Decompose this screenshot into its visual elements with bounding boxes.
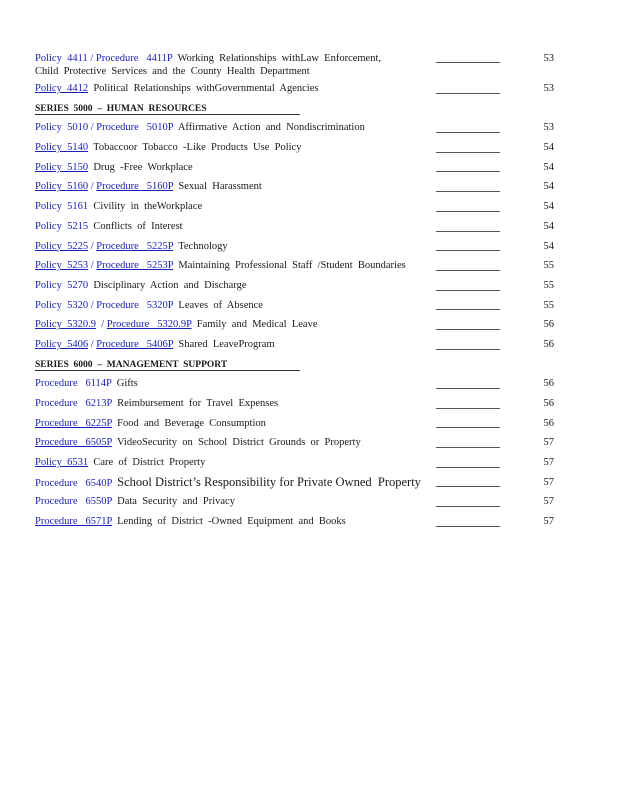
toc-entry-text xyxy=(35,315,516,335)
toc-entry-text xyxy=(35,374,516,394)
entry-title: Sexual Harassment xyxy=(178,181,262,193)
toc-entry xyxy=(35,197,560,217)
policy-link[interactable]: Policy 6531 xyxy=(35,457,89,469)
entry-title: Care of District Property xyxy=(93,457,206,469)
series-underline xyxy=(35,114,300,115)
procedure-link[interactable]: Procedure 4411P xyxy=(95,53,173,64)
toc-entry-text xyxy=(35,473,516,494)
toc-entry-text xyxy=(35,492,516,512)
toc-entry xyxy=(35,414,560,434)
toc-entry xyxy=(35,492,560,512)
page-number: 56 xyxy=(543,319,554,331)
link-separator: / xyxy=(88,260,97,272)
leader-line xyxy=(436,349,500,350)
toc-entry-text xyxy=(35,237,516,257)
toc-entry-text xyxy=(35,433,516,453)
leader-line xyxy=(436,447,500,448)
page-number: 54 xyxy=(543,220,554,232)
policy-link[interactable]: Procedure 6505P xyxy=(35,437,112,449)
policy-link[interactable]: Procedure 6213P xyxy=(35,398,112,409)
entry-title: Technology xyxy=(178,240,228,252)
toc-entry-text xyxy=(35,118,516,138)
leader-line xyxy=(436,62,500,63)
leader-line xyxy=(436,486,500,487)
leader-line xyxy=(436,506,500,507)
page-number: 57 xyxy=(543,496,554,508)
entry-title: Family and Medical Leave xyxy=(196,319,318,331)
page-number: 55 xyxy=(543,279,554,291)
series-heading-label: SERIES 5000 – HUMAN RESOURCES xyxy=(35,103,207,114)
procedure-link[interactable]: Procedure 5320.9P xyxy=(106,319,192,331)
entry-title: Gifts xyxy=(116,378,138,390)
series-heading xyxy=(35,355,560,375)
procedure-link[interactable]: Procedure 5253P xyxy=(96,260,174,272)
toc-entry-text xyxy=(35,512,516,532)
toc-entry xyxy=(35,296,560,316)
toc-entry xyxy=(35,49,560,79)
leader-line xyxy=(436,290,500,291)
policy-link[interactable]: Policy 5253 xyxy=(35,260,89,272)
leader-line xyxy=(436,270,500,271)
toc-entry xyxy=(35,217,560,237)
page-number: 56 xyxy=(543,398,554,409)
toc-entry xyxy=(35,374,560,394)
series-heading-label: SERIES 6000 – MANAGEMENT SUPPORT xyxy=(35,359,228,370)
leader-line xyxy=(436,132,500,133)
toc-entry xyxy=(35,177,560,197)
page-number: 53 xyxy=(543,83,554,94)
toc-entry-text xyxy=(35,414,516,434)
policy-link[interactable]: Policy 5140 xyxy=(35,142,89,154)
page-number: 57 xyxy=(543,516,554,528)
leader-line xyxy=(436,191,500,192)
leader-line xyxy=(436,231,500,232)
policy-link[interactable]: Procedure 6540P xyxy=(35,477,112,489)
policy-link[interactable]: Procedure 6550P xyxy=(35,496,112,508)
policy-link[interactable]: Policy 5270 xyxy=(35,279,89,291)
policy-link[interactable]: Policy 5215 xyxy=(35,220,89,232)
policy-link[interactable]: Procedure 6225P xyxy=(35,417,112,429)
page-number: 54 xyxy=(543,161,554,173)
toc-entry-text xyxy=(35,79,516,99)
entry-title: Food and Beverage Consumption xyxy=(117,417,266,429)
toc-entry-text xyxy=(35,158,516,178)
entry-title: Drug -Free Workplace xyxy=(93,161,193,173)
page-number: 54 xyxy=(543,181,554,193)
leader-line xyxy=(436,467,500,468)
link-separator: / xyxy=(88,240,97,252)
leader-line xyxy=(436,171,500,172)
series-heading xyxy=(35,99,560,119)
toc-entry xyxy=(35,394,560,414)
entry-title: VideoSecurity on School District Grounds or Property xyxy=(116,437,361,449)
page-number: 56 xyxy=(543,417,554,429)
toc-entry xyxy=(35,433,560,453)
entry-title: Disciplinary Action and Discharge xyxy=(93,279,247,291)
policy-link[interactable]: Policy 5161 xyxy=(35,201,89,213)
series-underline xyxy=(35,370,300,371)
leader-line xyxy=(436,250,500,251)
entry-title: Leaves of Absence xyxy=(178,299,263,311)
policy-link[interactable]: Policy 4412 xyxy=(35,83,89,94)
toc-entry xyxy=(35,276,560,296)
policy-link[interactable]: Procedure 6114P xyxy=(35,378,112,390)
toc-entry-text xyxy=(35,177,516,197)
toc-entry xyxy=(35,512,560,532)
toc-entry xyxy=(35,315,560,335)
toc-entry-text xyxy=(35,138,516,158)
policy-link[interactable]: Policy 5150 xyxy=(35,161,89,173)
link-separator: / xyxy=(88,338,97,350)
toc-entry-text xyxy=(35,453,516,473)
procedure-link[interactable]: Procedure 5010P xyxy=(96,122,174,134)
link-separator: / xyxy=(87,53,96,64)
toc-entry-text xyxy=(35,276,516,296)
policy-link[interactable]: Policy 5160 xyxy=(35,181,89,193)
policy-link[interactable]: Policy 5320 xyxy=(35,299,89,311)
policy-link[interactable]: Policy 5406 xyxy=(35,338,89,350)
page-number: 57 xyxy=(543,476,554,488)
entry-title: Reimbursement for Travel Expenses xyxy=(117,398,279,409)
policy-link[interactable]: Policy 5010 xyxy=(35,122,89,134)
entry-title: Maintaining Professional Staff /Student Boundaries xyxy=(178,260,406,272)
leader-line xyxy=(436,408,500,409)
toc-entry xyxy=(35,138,560,158)
toc-entry xyxy=(35,118,560,138)
toc-entry xyxy=(35,256,560,276)
entry-title: Working Relationships withLaw Enforcement, xyxy=(177,53,382,64)
toc-entry xyxy=(35,158,560,178)
page-number: 55 xyxy=(543,260,554,272)
procedure-link[interactable]: Procedure 5406P xyxy=(96,338,174,350)
toc-entry xyxy=(35,473,560,493)
page-number: 56 xyxy=(543,378,554,390)
procedure-link[interactable]: Procedure 5225P xyxy=(96,240,174,252)
entry-title: Lending of District -Owned Equipment and Books xyxy=(117,516,346,528)
page-number: 54 xyxy=(543,201,554,213)
toc-entry xyxy=(35,79,560,99)
toc-entry-text xyxy=(35,256,516,276)
toc-entry-text xyxy=(35,296,516,316)
policy-link[interactable]: Policy 5225 xyxy=(35,240,89,252)
table-of-contents xyxy=(35,49,560,532)
leader-line xyxy=(436,93,500,94)
toc-entry xyxy=(35,237,560,257)
policy-link[interactable]: Policy 4411 xyxy=(35,53,88,64)
leader-line xyxy=(436,329,500,330)
entry-title: Civility in theWorkplace xyxy=(93,201,203,213)
leader-line xyxy=(436,211,500,212)
page-number: 57 xyxy=(543,437,554,449)
entry-title: Data Security and Privacy xyxy=(117,496,235,508)
leader-line xyxy=(436,427,500,428)
toc-entry xyxy=(35,453,560,473)
link-separator: / xyxy=(88,122,97,134)
toc-entry-text xyxy=(35,394,516,414)
policy-link[interactable]: Policy 5320.9 xyxy=(35,319,96,331)
entry-title-continued: Child Protective Services and the County Health Department xyxy=(35,66,310,77)
leader-line xyxy=(436,388,500,389)
link-separator: / xyxy=(88,181,97,193)
toc-entry-text xyxy=(35,197,516,217)
page-number: 56 xyxy=(543,338,554,350)
page-number: 57 xyxy=(543,457,554,469)
toc-entry-text xyxy=(35,217,516,237)
entry-title: Affirmative Action and Nondiscrimination xyxy=(177,122,365,134)
leader-line xyxy=(436,309,500,310)
policy-link[interactable]: Procedure 6571P xyxy=(35,516,112,528)
page-number: 55 xyxy=(543,299,554,311)
toc-entry xyxy=(35,335,560,355)
entry-title: School District’s Responsibility for Private Owned Property xyxy=(117,474,421,489)
link-separator: / xyxy=(88,299,97,311)
procedure-link[interactable]: Procedure 5160P xyxy=(96,181,174,193)
page-number: 53 xyxy=(543,53,554,64)
leader-line xyxy=(436,526,500,527)
link-separator: / xyxy=(95,319,107,331)
page-number: 53 xyxy=(543,122,554,134)
entry-title: Political Relationships withGovernmental Agencies xyxy=(93,83,319,94)
leader-line xyxy=(436,152,500,153)
entry-title: Shared LeaveProgram xyxy=(178,338,275,350)
procedure-link[interactable]: Procedure 5320P xyxy=(96,299,174,311)
entry-title: Tobaccoor Tobacco -Like Products Use Policy xyxy=(93,142,302,154)
page-number: 54 xyxy=(543,142,554,154)
toc-entry-text xyxy=(35,335,516,355)
page-number: 54 xyxy=(543,240,554,252)
entry-title: Conflicts of Interest xyxy=(93,220,183,232)
